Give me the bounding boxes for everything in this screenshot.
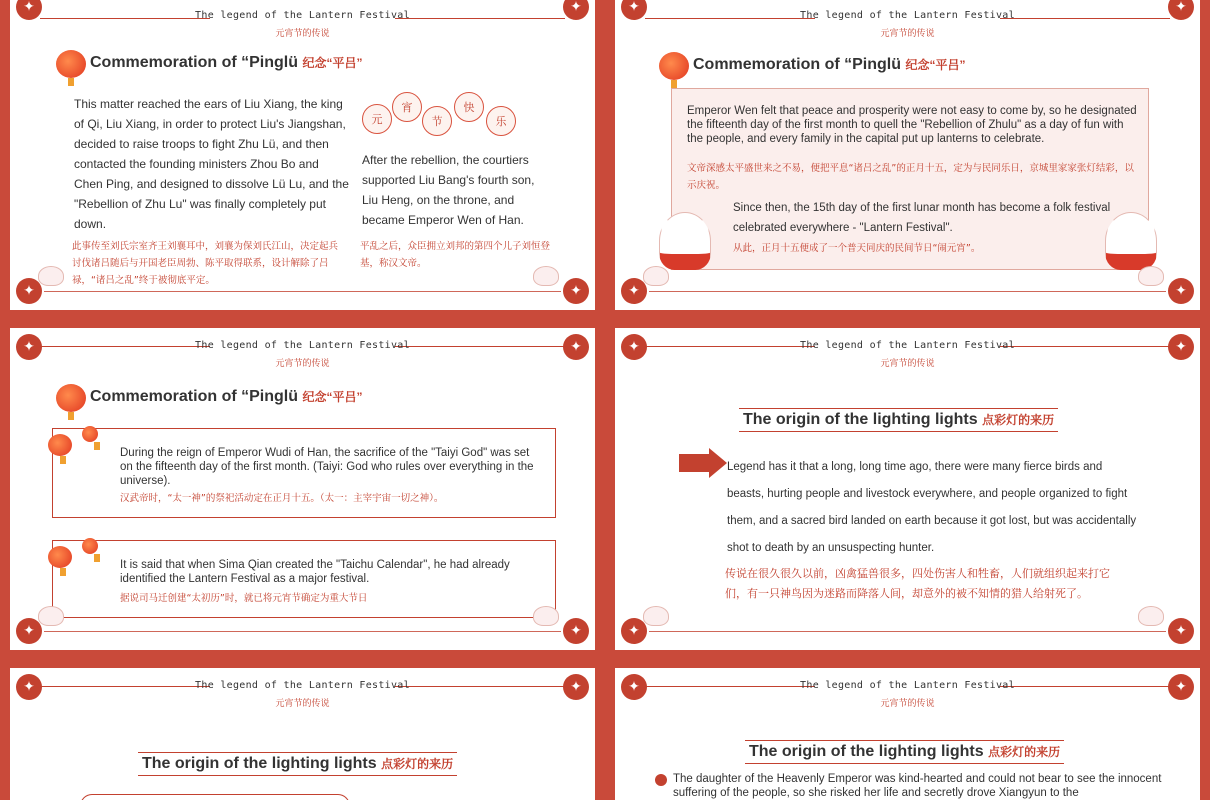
- panel-paragraph-cn: 文帝深感太平盛世来之不易，便把平息“诸吕之乱”的正月十五，定为与民同乐日，京城里家家张灯结彩，以示庆祝。: [687, 163, 1134, 191]
- corner-star-icon: ✦: [621, 278, 647, 304]
- badge: 快: [454, 92, 484, 122]
- corner-star-icon: ✦: [621, 0, 647, 20]
- panel-paragraph-en: Emperor Wen felt that peace and prosperity were not easy to come by, so he designated the fifteenth day of the first month to quell the "Rebellion of Zhulu" as a day of fun with the people, and every family in the capital put up lanterns to celebrate.: [687, 105, 1137, 145]
- arrow-right-icon: [679, 454, 709, 472]
- bunny-icon: [533, 266, 559, 286]
- section-title: The origin of the lighting lights 点彩灯的来历: [138, 752, 457, 776]
- slide-3[interactable]: [0, 318, 605, 660]
- corner-star-icon: ✦: [1168, 278, 1194, 304]
- corner-star-icon: ✦: [1168, 674, 1194, 700]
- header-title: The legend of the Lantern Festival: [195, 680, 410, 691]
- right-paragraph-en: After the rebellion, the courtiers supported Liu Bang's fourth son, Liu Heng, on the throne, and became Emperor Wen of Han.: [362, 153, 535, 227]
- header-subtitle: 元宵节的传说: [275, 29, 330, 39]
- footer-line: [44, 291, 561, 292]
- box1-paragraph-en: During the reign of Emperor Wudi of Han, the sacrifice of the "Taiyi God" was set on the fifteenth day of the first month. (Taiyi: God who rules over everything in the universe).: [120, 447, 534, 487]
- bunny-icon: [643, 266, 669, 286]
- slide-heading: Commemoration of “Pinglü 纪念“平吕”: [90, 54, 363, 71]
- footer-line: [649, 631, 1166, 632]
- header-subtitle: 元宵节的传说: [880, 359, 935, 369]
- bunny-icon: [1138, 606, 1164, 626]
- story-paragraph-en: Legend has it that a long, long time ago, there were many fierce birds and beasts, hurting people and livestock everywhere, and people organized to fight them, and a sacred bird landed on earth because it got lost, but was accidentally shot to death by an unsuspecting hunter.: [727, 461, 1137, 554]
- story-paragraph-en: The daughter of the Heavenly Emperor was kind-hearted and could not bear to see the innocent suffering of the people, so she risked her life and secretly drove Xiangyun to the: [673, 773, 1162, 799]
- slide-1[interactable]: [0, 0, 605, 320]
- decorative-arc: [80, 794, 350, 800]
- left-paragraph-en: This matter reached the ears of Liu Xiang, the king of Qi, Liu Xiang, in order to protect Liu's Jiangshan, decided to raise troops to fight Zhu Lü, and then contacted the founding ministers Zhou Bo and Chen Ping, and designed to dissolve Lü Lu, and the "Rebellion of Zhu Lu" was finally completely put down.: [74, 97, 349, 231]
- lantern-icon: [48, 546, 72, 568]
- corner-star-icon: ✦: [563, 278, 589, 304]
- corner-star-icon: ✦: [621, 674, 647, 700]
- festival-badges: [362, 92, 532, 142]
- corner-star-icon: ✦: [1168, 618, 1194, 644]
- header-subtitle: 元宵节的传说: [275, 359, 330, 369]
- left-paragraph-cn: 此事传至刘氏宗室齐王刘襄耳中，刘襄为保刘氏江山，决定起兵讨伐诸吕随后与开国老臣周勃、陈平取得联系，设计解除了吕禄，“诸吕之乱”终于被彻底平定。: [72, 241, 339, 286]
- lantern-icon: [659, 52, 689, 80]
- corner-star-icon: ✦: [1168, 0, 1194, 20]
- corner-star-icon: ✦: [563, 0, 589, 20]
- slide-2[interactable]: [605, 0, 1210, 320]
- box2-paragraph-cn: 据说司马迁创建“太初历”时，就已将元宵节确定为重大节日: [120, 593, 368, 604]
- slide-6[interactable]: [605, 658, 1210, 800]
- lantern-icon: [82, 426, 98, 442]
- header-title: The legend of the Lantern Festival: [800, 340, 1015, 351]
- corner-star-icon: ✦: [16, 0, 42, 20]
- bunny-icon: [38, 266, 64, 286]
- corner-star-icon: ✦: [563, 618, 589, 644]
- panel-paragraph2-cn: 从此，正月十五便成了一个普天同庆的民间节日“闹元宵”。: [733, 243, 981, 254]
- footer-line: [44, 631, 561, 632]
- corner-star-icon: ✦: [16, 334, 42, 360]
- slide-4[interactable]: [605, 318, 1210, 660]
- bunny-icon: [533, 606, 559, 626]
- bunny-icon: [643, 606, 669, 626]
- panel-paragraph2-en: Since then, the 15th day of the first lunar month has become a folk festival celebrated everywhere - "Lantern Festival".: [733, 202, 1111, 234]
- box2-paragraph-en: It is said that when Sima Qian created the "Taichu Calendar", he had already identified the Lantern Festival as a major festival.: [120, 559, 510, 585]
- bunny-icon: [1138, 266, 1164, 286]
- section-title: The origin of the lighting lights 点彩灯的来历: [739, 408, 1058, 432]
- footer-line: [649, 291, 1166, 292]
- box1-paragraph-cn: 汉武帝时，“太一神”的祭祀活动定在正月十五。（太一：主宰宇宙一切之神）。: [120, 493, 444, 504]
- section-title: The origin of the lighting lights 点彩灯的来历: [745, 740, 1064, 764]
- corner-star-icon: ✦: [16, 618, 42, 644]
- slide-heading: Commemoration of “Pinglü 纪念“平吕”: [693, 56, 966, 73]
- slide-5[interactable]: [0, 658, 605, 800]
- header-title: The legend of the Lantern Festival: [195, 10, 410, 21]
- bunny-icon: [659, 212, 711, 270]
- corner-star-icon: ✦: [563, 334, 589, 360]
- lantern-icon: [56, 384, 86, 412]
- badge: 元: [362, 104, 392, 134]
- lantern-icon: [48, 434, 72, 456]
- corner-star-icon: ✦: [621, 334, 647, 360]
- header-subtitle: 元宵节的传说: [275, 699, 330, 709]
- lantern-icon: [82, 538, 98, 554]
- slide-heading: Commemoration of “Pinglü 纪念“平吕”: [90, 388, 363, 405]
- bunny-icon: [1105, 212, 1157, 270]
- header-subtitle: 元宵节的传说: [880, 699, 935, 709]
- badge: 节: [422, 106, 452, 136]
- bunny-icon: [38, 606, 64, 626]
- corner-star-icon: ✦: [621, 618, 647, 644]
- lantern-icon: [56, 50, 86, 78]
- corner-star-icon: ✦: [16, 674, 42, 700]
- corner-star-icon: ✦: [563, 674, 589, 700]
- bullet-dot-icon: [655, 774, 667, 786]
- header-title: The legend of the Lantern Festival: [800, 10, 1015, 21]
- header-title: The legend of the Lantern Festival: [800, 680, 1015, 691]
- badge: 宵: [392, 92, 422, 122]
- corner-star-icon: ✦: [16, 278, 42, 304]
- right-paragraph-cn: 平乱之后，众臣拥立刘邦的第四个儿子刘恒登基，称汉文帝。: [360, 241, 551, 269]
- corner-star-icon: ✦: [1168, 334, 1194, 360]
- badge: 乐: [486, 106, 516, 136]
- story-paragraph-cn: 传说在很久很久以前，凶禽猛兽很多，四处伤害人和牲畜，人们就组织起来打它们，有一只神鸟因为迷路而降落人间，却意外的被不知情的猎人给射死了。: [725, 567, 1110, 600]
- arrow-right-icon: [709, 448, 727, 478]
- header-subtitle: 元宵节的传说: [880, 29, 935, 39]
- header-title: The legend of the Lantern Festival: [195, 340, 410, 351]
